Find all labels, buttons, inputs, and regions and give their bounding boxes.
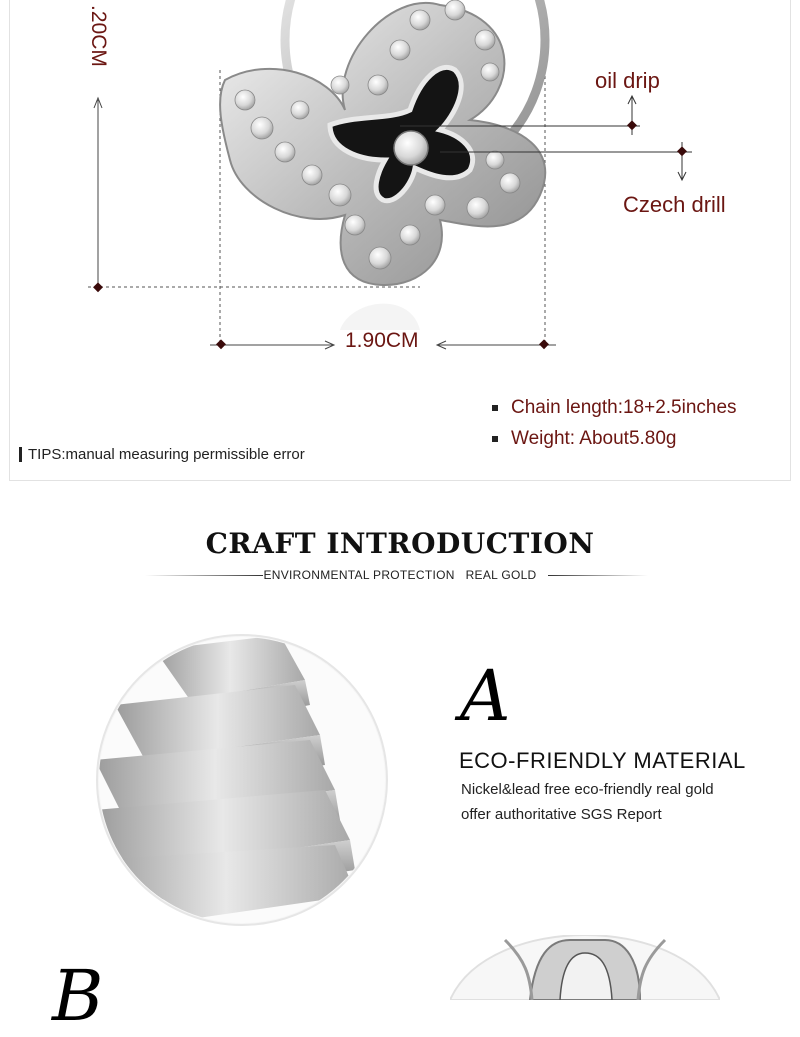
tips-text: TIPS:manual measuring permissible error — [28, 446, 305, 463]
pendant-closeup-image — [450, 935, 720, 1000]
oil-drip-label: oil drip — [595, 68, 660, 93]
czech-drill-label: Czech drill — [623, 192, 726, 217]
tips-note — [19, 446, 305, 463]
feature-letter-a: A — [460, 655, 511, 737]
height-dimension-line — [94, 98, 102, 288]
silver-bars-image — [95, 630, 390, 930]
section-title: CRAFT INTRODUCTION — [205, 527, 595, 560]
divider-right — [548, 575, 648, 576]
feature-letter-b: B — [52, 955, 104, 1037]
feature-line-1: Nickel&lead free eco-friendly real gold — [461, 781, 714, 798]
section-subtitle: ENVIRONMENTAL PROTECTION REAL GOLD — [263, 568, 537, 582]
feature-title: ECO-FRIENDLY MATERIAL — [459, 748, 746, 773]
height-label: .20CM — [87, 5, 110, 67]
weight-item — [492, 428, 677, 450]
weight-text: Weight: About5.80g — [511, 428, 677, 449]
width-label: 1.90CM — [345, 329, 419, 352]
bullet-icon — [492, 436, 498, 442]
feature-line-2: offer authoritative SGS Report — [461, 806, 662, 823]
chain-length-item — [492, 397, 737, 419]
chain-length-text: Chain length:18+2.5inches — [511, 397, 737, 418]
pendant-image — [220, 0, 545, 330]
bullet-icon — [492, 405, 498, 411]
tips-bar-icon — [19, 447, 22, 462]
